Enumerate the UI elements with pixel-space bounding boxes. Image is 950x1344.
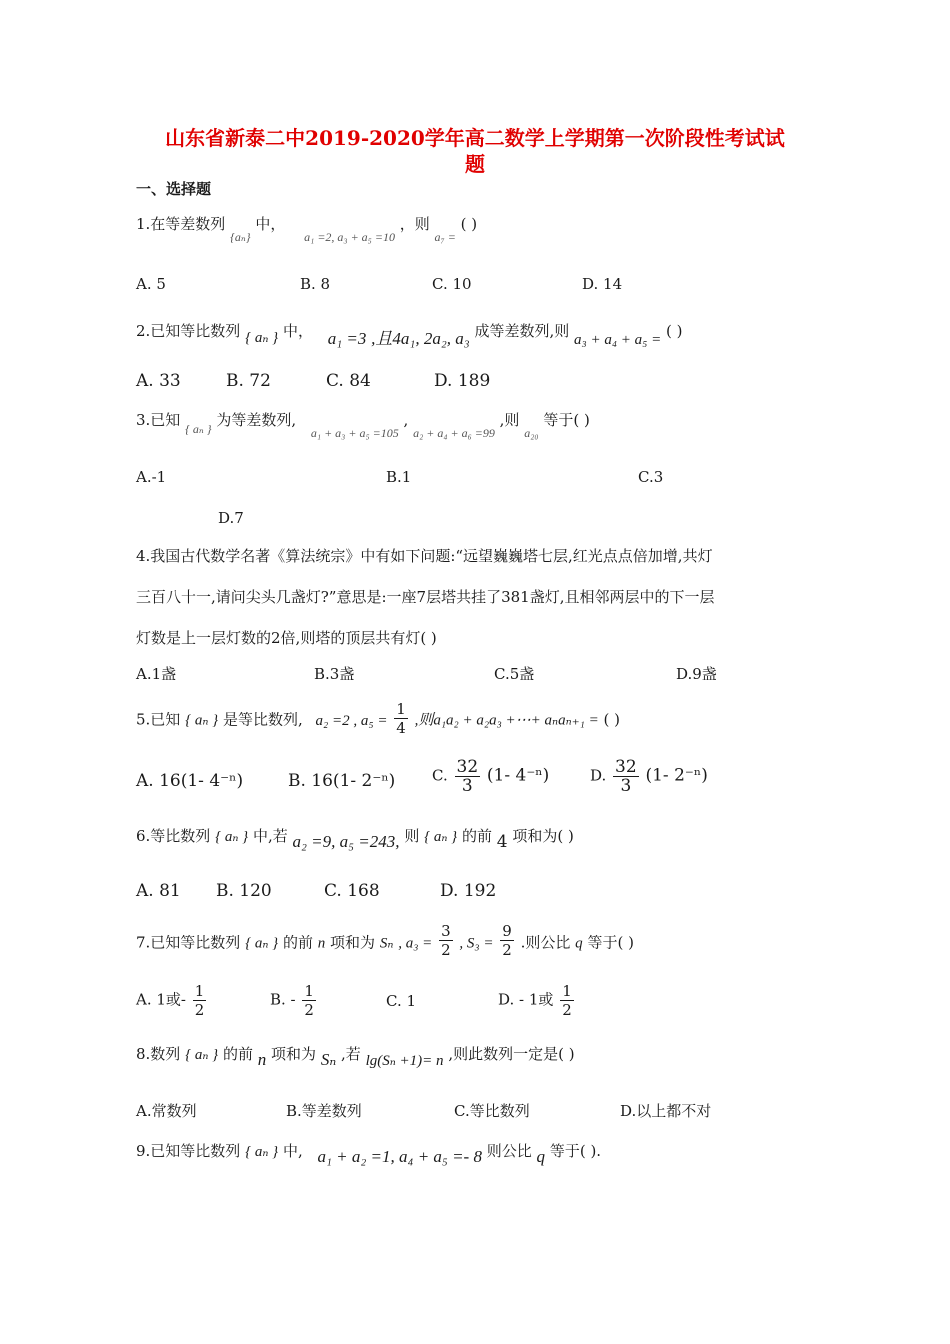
q1-mid: 中， (255, 215, 286, 233)
q7-sn: Sₙ (379, 935, 394, 952)
q5-stem: 5.已知 (136, 710, 181, 729)
q8-option-d: D.以上都不对 (620, 1102, 712, 1120)
q7-f1-den: 2 (441, 941, 451, 959)
q8-sequence: { aₙ } (185, 1047, 219, 1063)
q5-c-den: 3 (461, 776, 473, 796)
q5-sequence: { aₙ } (185, 712, 219, 729)
q7-sequence: { aₙ } (245, 935, 279, 952)
q7-option-d-fraction (560, 982, 574, 1019)
q9-tail: 则公比 (486, 1142, 532, 1160)
q6-option-a: A. 81 (136, 881, 181, 901)
q6-tail-2: 的前 (461, 827, 492, 845)
q3-option-c: C.3 (638, 468, 664, 486)
question-4-line-3: 灯数是上一层灯数的2倍,则塔的顶层共有灯( ) (136, 629, 437, 647)
q5-option-c (432, 758, 549, 795)
q6-option-b: B. 120 (216, 881, 272, 901)
q6-mid: 中,若 (252, 827, 288, 845)
q4-option-a: A.1盏 (136, 665, 177, 683)
q7-option-a (136, 982, 208, 1019)
q6-option-c: C. 168 (324, 881, 380, 901)
q7-option-c: C. 1 (386, 992, 417, 1010)
q8-mid: 的前 (222, 1045, 253, 1063)
q2-option-a: A. 33 (136, 371, 181, 391)
q5-fraction-den: 4 (396, 719, 406, 737)
q3-condition: a₁ + a₃ + a₅ =105 (310, 426, 399, 440)
q5-condition: a₂ =2 , a₅ = (315, 712, 388, 729)
q3-ask: a₂₀ (524, 426, 539, 440)
question-5 (136, 700, 620, 737)
q1-sequence: {aₙ} (230, 230, 251, 244)
q7-option-a-text: A. 1或- (136, 990, 186, 1009)
q9-mid: 中, (282, 1142, 303, 1160)
q2-tail: 成等差数列,则 (474, 322, 570, 340)
question-3: 3.已知 $_{\{ a_n \}}$ 为等差数列, $_{a_1 + a_3 + a_5 =105}$ , $_{a_2 + a_4 + a_6 =99}$ ,则 $_{a_{20}}$ 等于( ) (136, 411, 590, 440)
q3-condition-2: a₂ + a₄ + a₆ =99 (413, 426, 495, 440)
page-title-cont: 题 (465, 152, 485, 176)
q7-stem: 7.已知等比数列 (136, 933, 241, 952)
q7-option-b-text: B. - (270, 990, 296, 1009)
q7-f1-num: 3 (441, 922, 451, 940)
q7-mid: 的前 (282, 933, 313, 952)
q6-sequence: { aₙ } (215, 829, 249, 845)
q1-option-a: A. 5 (136, 275, 166, 293)
q7-condition: , a₃ = (398, 935, 433, 952)
q5-option-c-fraction (455, 758, 481, 795)
q3-paren: 等于( ) (543, 411, 590, 429)
q7-b-den: 2 (304, 1001, 314, 1019)
q6-stem: 6.等比数列 (136, 827, 211, 845)
q7-option-b-fraction (302, 982, 316, 1019)
q7-fraction-2 (500, 922, 514, 959)
q6-tail-3: 项和为( ) (512, 827, 574, 845)
q9-stem: 9.已知等比数列 (136, 1142, 241, 1160)
q7-f2-den: 2 (502, 941, 512, 959)
q3-stem: 3.已知 (136, 411, 181, 429)
q7-b-num: 1 (304, 982, 314, 1000)
q1-condition: a₁ =2, a₃ + a₅ =10 (304, 230, 395, 244)
q6-four: 4 (496, 832, 508, 852)
q2-condition-2: ,且4a₁, 2a₂, a₃ (371, 329, 470, 348)
q5-option-d-label: D. (590, 766, 607, 785)
question-6 (136, 825, 574, 852)
q2-mid: 中， (282, 322, 313, 340)
q5-option-c-expr: (1- 4⁻ⁿ) (486, 765, 550, 786)
q4-option-c: C.5盏 (494, 665, 535, 683)
q3-option-d: D.7 (218, 509, 244, 527)
q8-tail: ,则此数列一定是( ) (448, 1045, 575, 1063)
q7-n: n (317, 935, 326, 952)
q5-option-c-label: C. (432, 766, 448, 785)
q5-fraction-num: 1 (396, 700, 406, 718)
page-title: 山东省新泰二中2019-2020学年高二数学上学期第一次阶段性考试试 (165, 126, 785, 150)
q7-f2-num: 9 (502, 922, 512, 940)
q1-paren: ( ) (460, 215, 478, 233)
q8-condition: ,若 (341, 1045, 361, 1063)
q5-fraction (394, 700, 408, 737)
q7-fraction-1 (439, 922, 453, 959)
q1-option-d: D. 14 (582, 275, 623, 293)
q8-option-c: C.等比数列 (454, 1102, 530, 1120)
section-heading: 一、选择题 (136, 180, 212, 198)
q5-option-d-fraction (613, 758, 639, 795)
question-1 (136, 213, 478, 244)
q2-option-c: C. 84 (326, 371, 371, 391)
q7-option-d (498, 982, 576, 1019)
q6-sequence-2: { aₙ } (424, 829, 458, 845)
q8-option-a: A.常数列 (136, 1102, 197, 1120)
q6-option-d: D. 192 (440, 881, 497, 901)
q4-option-d: D.9盏 (676, 665, 717, 683)
q6-condition: a₂ =9, a₅ =243, (292, 832, 400, 851)
question-9 (136, 1140, 602, 1166)
q7-tail-2: 等于( ) (587, 933, 634, 952)
q3-sequence: { aₙ } (185, 422, 212, 436)
question-4-line-1: 4.我国古代数学名著《算法统宗》中有如下问题:“远望巍巍塔七层,红光点点倍加增,共灯 (136, 547, 713, 565)
q5-paren: ( ) (603, 710, 620, 729)
q5-option-a: A. 16(1- 4⁻ⁿ) (136, 771, 244, 791)
q7-q: q (575, 935, 583, 952)
q2-option-d: D. 189 (434, 371, 491, 391)
q9-condition: a₁ + a₂ =1, a₄ + a₅ =- 8 (317, 1147, 482, 1166)
q7-d-den: 2 (562, 1001, 572, 1019)
q2-paren: ( ) (666, 322, 683, 340)
q9-q: q (536, 1147, 546, 1166)
q7-condition-2: , S₃ = (459, 935, 494, 952)
q7-mid-2: 项和为 (330, 933, 376, 952)
q2-stem: 2.已知等比数列 (136, 322, 241, 340)
q1-option-c: C. 10 (432, 275, 472, 293)
q8-sn: Sₙ (320, 1050, 337, 1069)
q5-option-d (590, 758, 708, 795)
q4-option-b: B.3盏 (314, 665, 355, 683)
q8-stem: 8.数列 (136, 1045, 181, 1063)
q8-n: n (257, 1050, 267, 1069)
q8-mid-2: 项和为 (271, 1045, 317, 1063)
q7-option-d-text: D. - 1或 (498, 990, 554, 1009)
q3-tail: ,则 (499, 411, 520, 429)
q2-sequence: { aₙ } (245, 330, 279, 346)
q8-option-b: B.等差数列 (286, 1102, 362, 1120)
q5-option-d-expr: (1- 2⁻ⁿ) (645, 765, 708, 786)
q9-sequence: { aₙ } (245, 1144, 279, 1160)
q1-stem: 1.在等差数列 (136, 215, 226, 233)
q5-tail: ,则a₁a₂ + a₂a₃ +⋯+ aₙaₙ₊₁ = (414, 712, 599, 729)
q7-tail: .则公比 (520, 933, 571, 952)
q8-expression: lg(Sₙ +1)= n (365, 1053, 444, 1069)
q2-condition: a₁ =3 (327, 329, 367, 348)
q7-option-a-fraction (193, 982, 207, 1019)
q5-option-b: B. 16(1- 2⁻ⁿ) (288, 771, 396, 791)
q5-c-num: 32 (456, 757, 479, 777)
q5-d-num: 32 (615, 757, 637, 777)
q2-option-b: B. 72 (226, 371, 271, 391)
q3-option-b: B.1 (386, 468, 412, 486)
q2-ask: a₃ + a₄ + a₅ = (574, 332, 662, 348)
q5-mid: 是等比数列, (222, 710, 303, 729)
q3-option-a: A.-1 (136, 468, 167, 486)
question-7 (136, 922, 634, 959)
q5-d-den: 3 (620, 776, 632, 796)
question-8 (136, 1043, 575, 1069)
q7-a-den: 2 (194, 1001, 205, 1019)
q7-option-b (270, 982, 318, 1019)
q6-tail: 则 (404, 827, 420, 845)
question-2 (136, 316, 683, 348)
q7-a-num: 1 (194, 982, 205, 1000)
q1-option-b: B. 8 (300, 275, 331, 293)
q7-d-num: 1 (562, 982, 572, 1000)
q3-mid: 为等差数列, (216, 411, 297, 429)
q1-ask: a₇ = (434, 230, 456, 244)
question-4-line-2: 三百八十一,请问尖头几盏灯?”意思是:一座7层塔共挂了381盏灯,且相邻两层中的下一层 (136, 588, 715, 606)
q9-tail-2: 等于( ). (549, 1142, 602, 1160)
q1-tail: ，则 (399, 215, 430, 233)
